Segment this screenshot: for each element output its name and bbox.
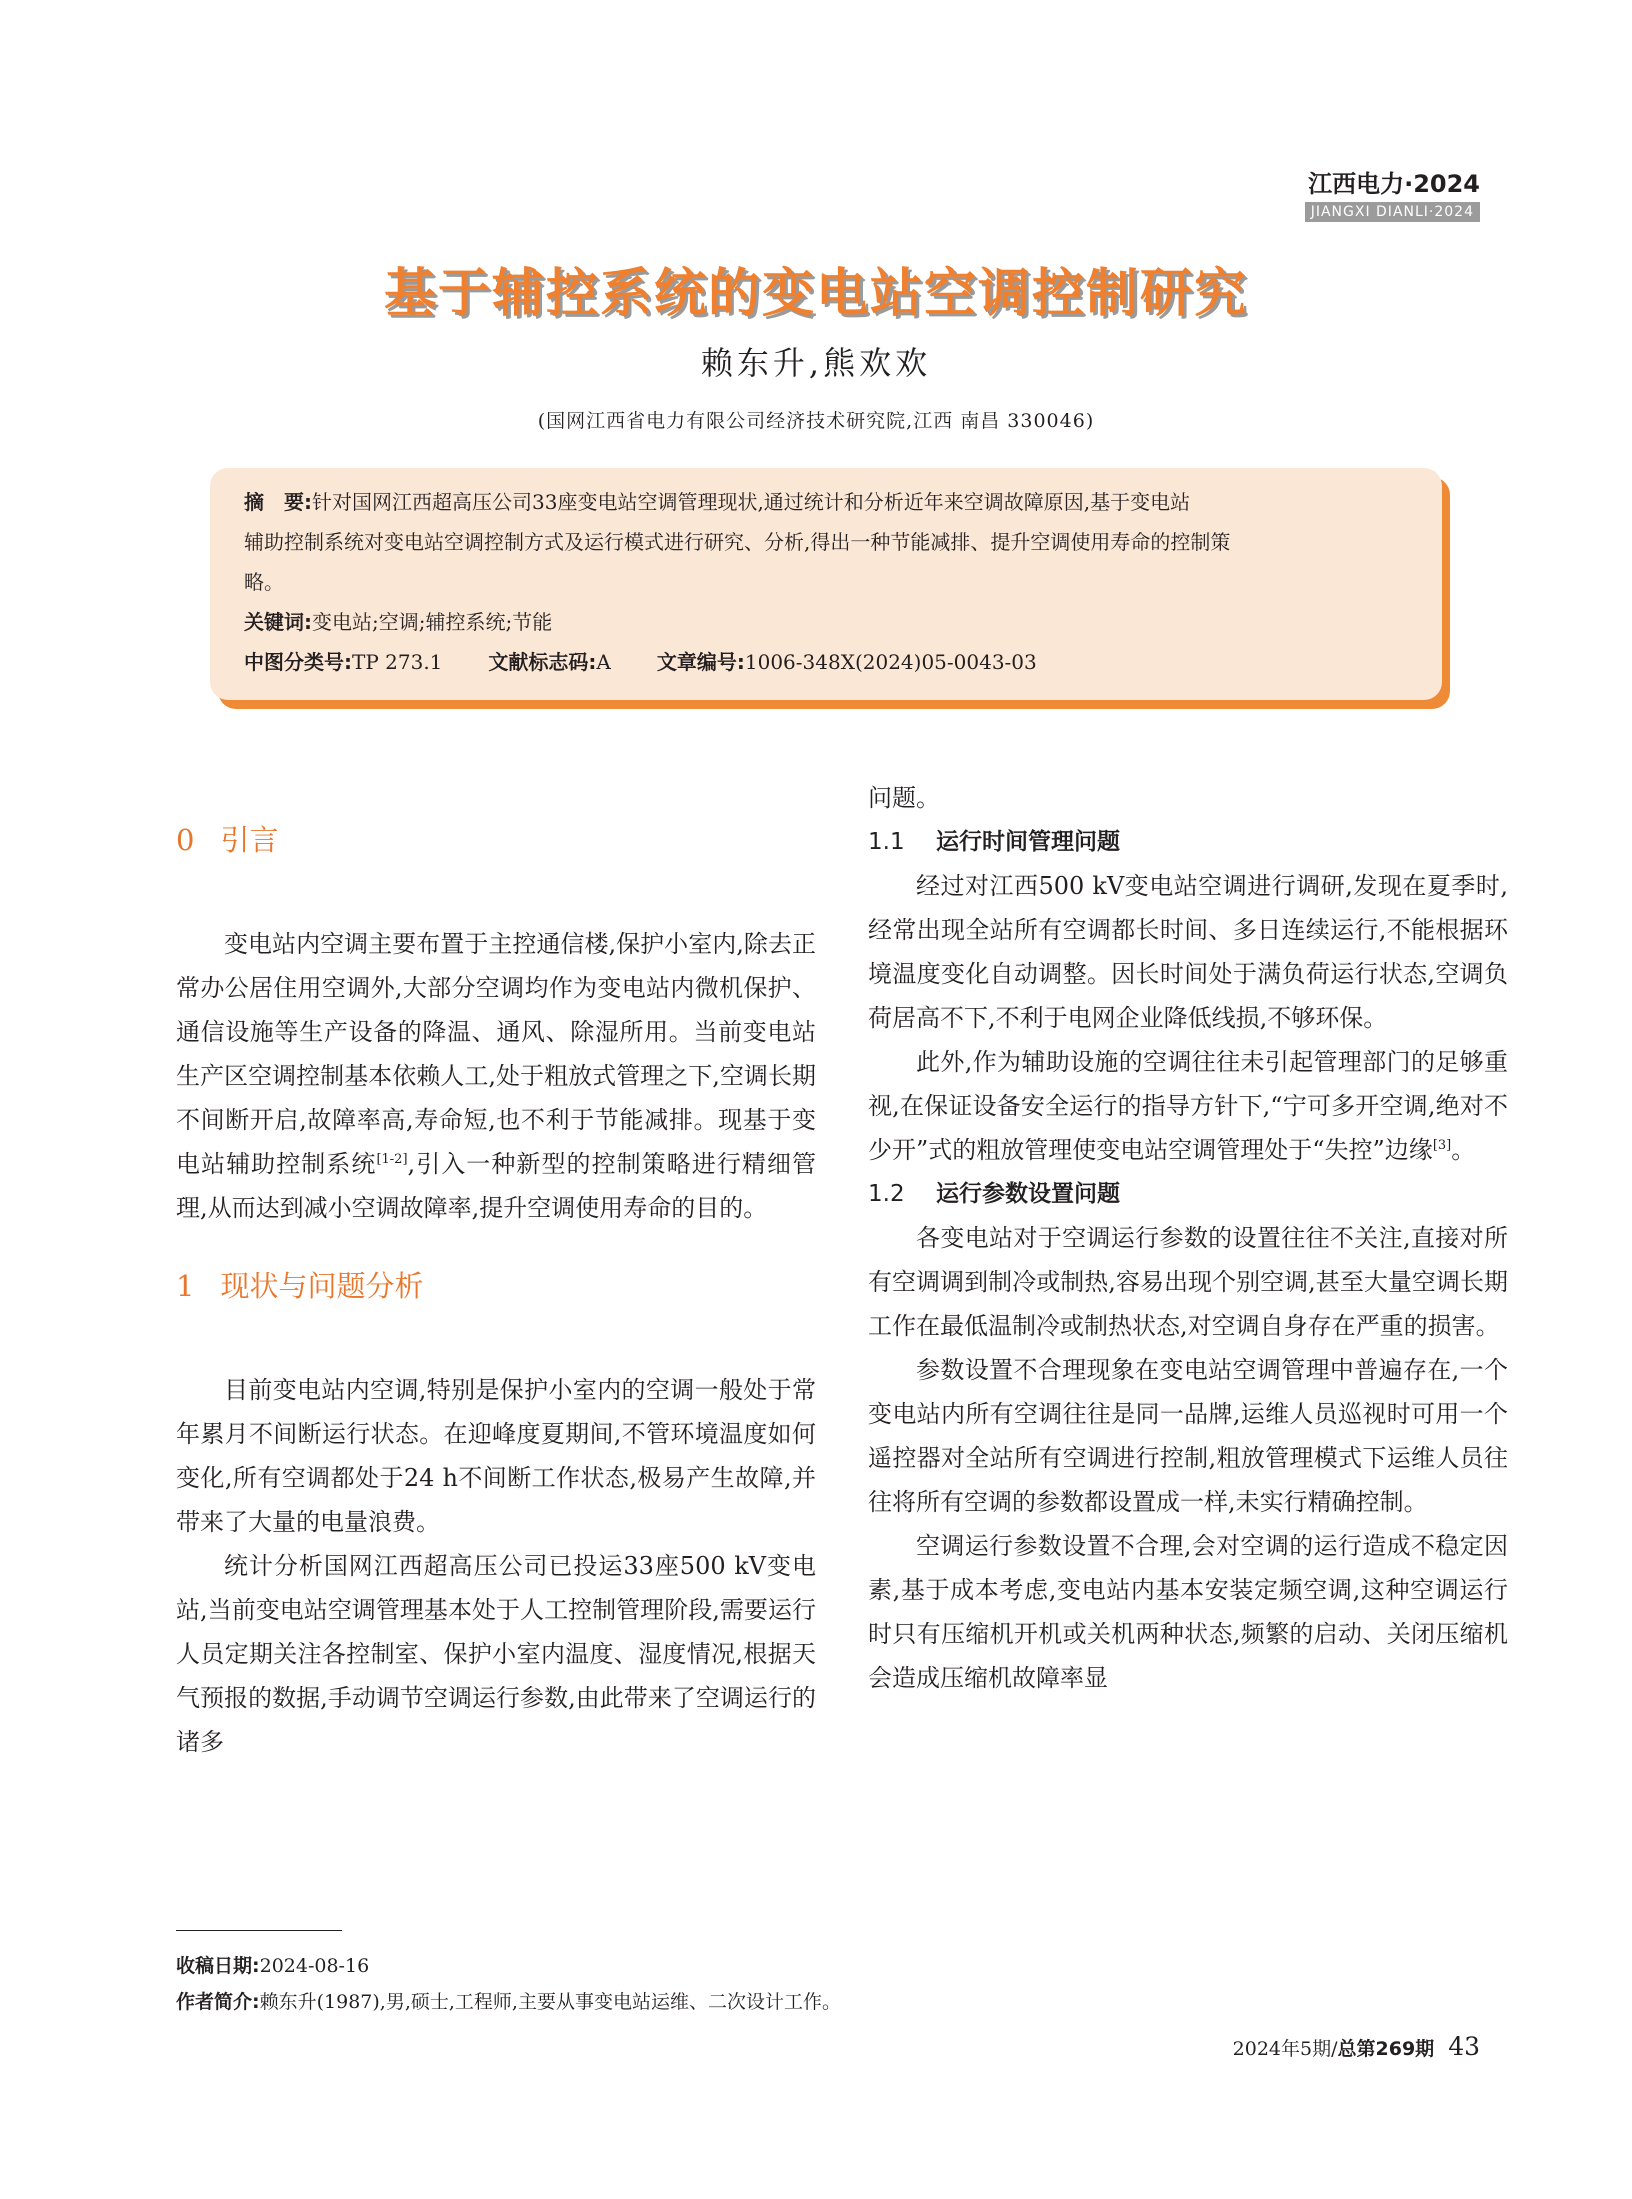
page-footer [1233,2032,1480,2064]
paragraph: 经过对江西500 kV变电站空调进行调研,发现在夏季时,经常出现全站所有空调都长时间、多日连续运行,不能根据环境温度变化自动调整。因长时间处于满负荷运行状态,空调负荷居高不下,不利于电网企业降低线损,不够环保。 [868,872,1508,1032]
journal-name-en: JIANGXI DIANLI·2024 [1305,202,1480,222]
author-affiliation: (国网江西省电力有限公司经济技术研究院,江西 南昌 330046) [537,410,1095,432]
paragraph [868,1040,1508,1172]
doc-code-value: A [596,650,611,674]
footnotes [176,1948,841,2020]
keywords-label: 关键词: [244,610,312,634]
paragraph: 目前变电站内空调,特别是保护小室内的空调一般处于常年累月不间断运行状态。在迎峰度夏期间,不管环境温度如何变化,所有空调都处于24 h不间断工作状态,极易产生故障,并带来了大量的电量浪费。 [176,1376,816,1536]
subsection-number: 1.2 [868,1181,905,1207]
total-issue: 总第269期 [1337,2038,1435,2060]
clc-value: TP 273.1 [352,650,443,674]
abstract-label: 摘 要: [244,490,312,514]
subsection-heading-1-2 [868,1172,1508,1216]
section-number: 0 [176,823,195,857]
section-heading-status [176,1264,816,1308]
author-bio-label: 作者简介: [176,1991,260,2013]
subsection-title: 运行参数设置问题 [936,1181,1120,1207]
author-bio-text: 赖东升(1987),男,硕士,工程师,主要从事变电站运维、二次设计工作。 [259,1991,841,2013]
citation: [3] [1432,1138,1452,1153]
keywords [244,602,1412,642]
section-title: 现状与问题分析 [220,1269,424,1303]
abstract-line-2: 辅助控制系统对变电站空调控制方式及运行模式进行研究、分析,得出一种节能减排、提升空调使用寿命的控制策 [244,530,1231,554]
article-number-label: 文章编号: [656,650,745,674]
paragraph: 参数设置不合理现象在变电站空调管理中普遍存在,一个变电站内所有空调往往是同一品牌,运维人员巡视时可用一个遥控器对全站所有空调进行控制,粗放管理模式下运维人员往往将所有空调的参数都设置成一样,未实行精确控制。 [868,1356,1508,1516]
classification-line [244,642,1412,682]
citation: [1-2] [376,1152,408,1167]
paragraph-text: ,引入一种新型的控制策略进行精细管理,从而达到减小空调故障率,提升空调使用寿命的目的。 [176,1150,816,1222]
journal-header [1305,168,1480,222]
subsection-title: 运行时间管理问题 [936,829,1120,855]
section-title: 引言 [220,823,279,857]
left-column [176,776,816,1764]
right-column [868,776,1508,1700]
footnote-divider [176,1930,342,1931]
page-number: 43 [1448,2032,1480,2061]
journal-name: 江西电力·2024 [1308,170,1480,198]
article-number-value: 1006-348X(2024)05-0043-03 [744,650,1037,674]
paragraph-text: 此外,作为辅助设施的空调往往未引起管理部门的足够重视,在保证设备安全运行的指导方针下,“宁可多开空调,绝对不少开”式的粗放管理使变电站空调管理处于“失控”边缘 [868,1048,1508,1164]
author-bio [176,1984,841,2020]
issue-info: 2024年5期/ [1232,2038,1338,2060]
paragraph-text: 变电站内空调主要布置于主控通信楼,保护小室内,除去正常办公居住用空调外,大部分空调均作为变电站内微机保护、通信设施等生产设备的降温、通风、除湿所用。当前变电站生产区空调控制基本依赖人工,处于粗放式管理之下,空调长期不间断开启,故障率高,寿命短,也不利于节能减排。现基于变电站辅助控制系统 [176,930,816,1178]
abstract-line-1 [244,482,1412,522]
paragraph: 空调运行参数设置不合理,会对空调的运行造成不稳定因素,基于成本考虑,变电站内基本安装定频空调,这种空调运行时只有压缩机开机或关机两种状态,频繁的启动、关闭压缩机会造成压缩机故障率显 [868,1532,1508,1692]
paragraph: 统计分析国网江西超高压公司已投运33座500 kV变电站,当前变电站空调管理基本处于人工控制管理阶段,需要运行人员定期关注各控制室、保护小室内温度、湿度情况,根据天气预报的数据,手动调节空调运行参数,由此带来了空调运行的诸多 [176,1552,816,1756]
paragraph-continuation: 问题。 [868,784,940,812]
paragraph: 各变电站对于空调运行参数的设置往往不关注,直接对所有空调调到制冷或制热,容易出现个别空调,甚至大量空调长期工作在最低温制冷或制热状态,对空调自身存在严重的损害。 [868,1224,1508,1340]
abstract-text-1: 针对国网江西超高压公司33座变电站空调管理现状,通过统计和分析近年来空调故障原因,基于变电站 [312,490,1191,514]
received-label: 收稿日期: [176,1955,260,1977]
subsection-number: 1.1 [868,829,905,855]
clc-label: 中图分类号: [244,650,352,674]
paper-title: 基于辅控系统的变电站空调控制研究 [383,264,1248,324]
paragraph [176,922,816,1230]
paper-authors: 赖东升,熊欢欢 [700,344,932,382]
received-value: 2024-08-16 [259,1955,370,1977]
doc-code-label: 文献标志码: [488,650,597,674]
section-number: 1 [176,1269,195,1303]
paragraph-text: 。 [1451,1136,1476,1164]
keywords-text: 变电站;空调;辅控系统;节能 [312,610,553,634]
received-date [176,1948,841,1984]
subsection-heading-1-1 [868,820,1508,864]
abstract-box [210,468,1442,700]
abstract-line-3: 略。 [244,570,284,594]
section-heading-intro [176,818,816,862]
